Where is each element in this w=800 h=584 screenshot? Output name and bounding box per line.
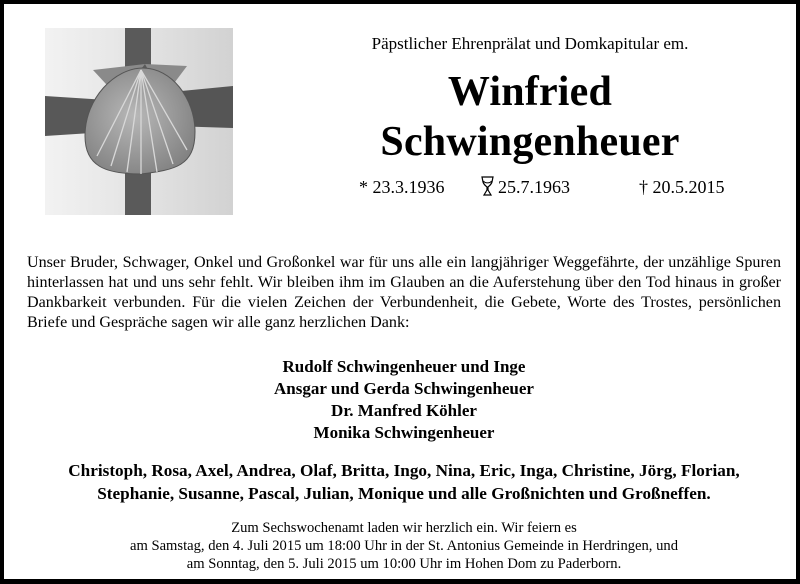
obituary-notice: [4, 4, 796, 579]
gratitude-text: Unser Bruder, Schwager, Onkel und Großonkel war für uns alle ein langjähriger Weggefährte, der unzählige Spuren hinterlassen hat und uns sehr fehlt. Wir bleiben ihm im Glauben an die Auferstehung über den Tod hinaus in großer Dankbarkeit verbunden. Für die vielen Zeichen der Verbundenheit, die Gebete, Worte des Trostes, persönlichen Briefe und Gespräche sagen wir alle ganz herzlichen Dank:: [27, 254, 781, 331]
deceased-name: [324, 67, 736, 167]
first-name: Winfried: [447, 69, 613, 115]
invitation-line: Zum Sechswochenamt laden wir herzlich ein. Wir feiern es: [231, 520, 577, 536]
deceased-title: Päpstlicher Ehrenprälat und Domkapitular em.: [371, 34, 689, 53]
chalice-icon: [481, 176, 494, 196]
family-member: Rudolf Schwingenheuer und Inge: [282, 357, 526, 376]
ordination-date-group: [481, 176, 570, 198]
cross-scallop-icon: [45, 28, 233, 215]
mass-invitation: [4, 519, 800, 573]
birth-date: * 23.3.1936: [359, 177, 445, 197]
family-member: Monika Schwingenheuer: [313, 423, 495, 442]
invitation-line: am Samstag, den 4. Juli 2015 um 18:00 Uhr in der St. Antonius Gemeinde in Herdringen, und: [129, 538, 678, 554]
grandchildren-line: Stephanie, Susanne, Pascal, Julian, Monique und alle Großnichten und Großneffen.: [97, 484, 711, 503]
cross-scallop-photo: [45, 28, 233, 215]
invitation-line: am Sonntag, den 5. Juli 2015 um 10:00 Uhr im Hohen Dom zu Paderborn.: [186, 556, 622, 572]
death-date: † 20.5.2015: [639, 177, 725, 197]
ordination-date: 25.7.1963: [498, 177, 570, 197]
family-list: [4, 356, 800, 444]
family-member: Dr. Manfred Köhler: [331, 401, 477, 420]
family-member: Ansgar und Gerda Schwingenheuer: [274, 379, 534, 398]
grandchildren-list: [4, 459, 800, 505]
grandchildren-line: Christoph, Rosa, Axel, Andrea, Olaf, Britta, Ingo, Nina, Eric, Inga, Christine, Jörg, Florian,: [68, 461, 740, 480]
last-name: Schwingenheuer: [380, 119, 680, 165]
